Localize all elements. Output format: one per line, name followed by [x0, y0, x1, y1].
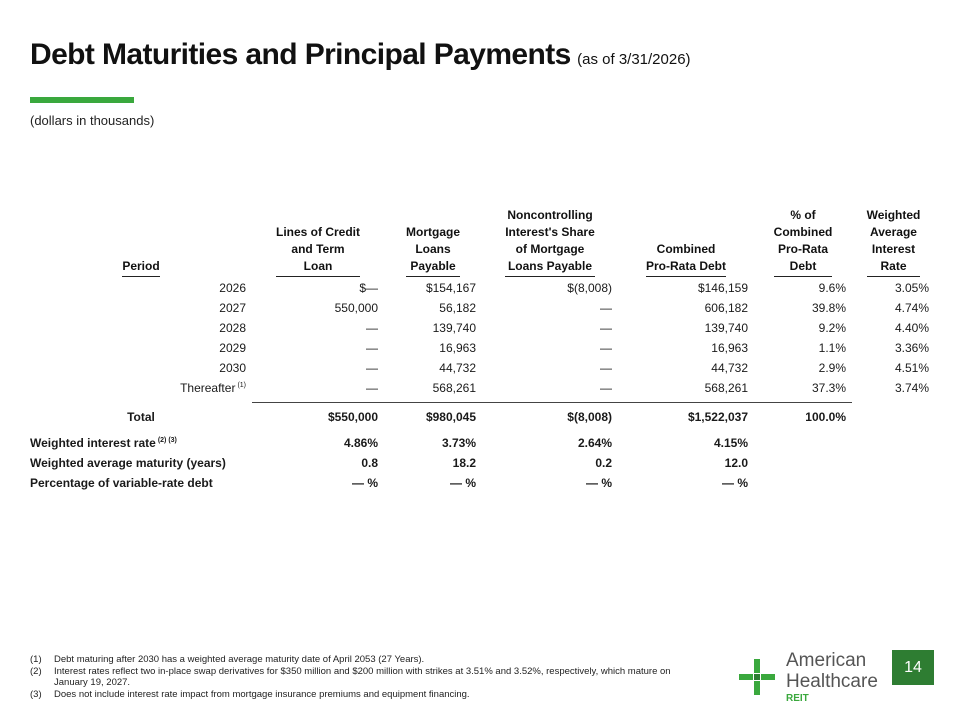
footnotes	[30, 654, 690, 700]
value-cell: —	[366, 321, 378, 335]
period-label: Thereafter	[180, 381, 236, 395]
footnote-text: Does not include interest rate impact from mortgage insurance premiums and equipment financing.	[54, 688, 470, 700]
value-cell: —	[600, 341, 612, 355]
value-cell: 3.36%	[894, 341, 929, 355]
footnote-text: Debt maturing after 2030 has a weighted average maturity date of April 2053 (27 Years).	[54, 654, 425, 665]
summary-value-cell: 2.64%	[577, 436, 612, 450]
column-header-line: Debt	[789, 259, 817, 273]
footnote-marker: (3)	[30, 688, 42, 700]
column-header-line: Weighted	[866, 208, 921, 222]
value-cell: —	[600, 301, 612, 315]
total-label: Total	[127, 409, 155, 424]
value-cell: 568,261	[432, 381, 476, 395]
column-header	[754, 207, 852, 278]
total-value-cell: $550,000	[252, 403, 384, 430]
value-cell: —	[366, 341, 378, 355]
column-header	[618, 207, 754, 278]
table-row	[30, 358, 935, 378]
total-value-cell	[852, 403, 935, 430]
period-cell	[30, 378, 252, 398]
period-cell	[30, 278, 252, 298]
debt-maturity-table	[30, 207, 935, 493]
column-header-line: Loan	[303, 259, 333, 273]
table-row	[30, 298, 935, 318]
summary-value-cell: 3.73%	[441, 436, 476, 450]
column-header-line: Pro-Rata Debt	[645, 259, 726, 273]
summary-row	[30, 453, 935, 473]
value-cell: 37.3%	[811, 381, 846, 395]
value-cell: $—	[359, 281, 378, 295]
page-title-block	[30, 38, 691, 72]
footnote-ref: (2) (3)	[157, 437, 177, 444]
column-header-line: Lines of Credit	[275, 225, 360, 239]
summary-value-cell: 18.2	[452, 456, 476, 470]
footnote-text: Interest rates reflect two in-place swap derivatives for $350 million and $200 million with strikes at 3.51% and 3.52%, respectively, which mature on January 19, 2027.	[54, 665, 671, 689]
value-cell: 4.51%	[894, 361, 929, 375]
total-value-cell: $1,522,037	[618, 403, 754, 430]
column-header-line: Rate	[880, 259, 907, 273]
column-header-line: Loans	[415, 242, 451, 256]
column-header	[852, 207, 935, 278]
summary-value-cell: 12.0	[724, 456, 748, 470]
total-value-cell: $(8,008)	[482, 403, 618, 430]
column-header	[252, 207, 384, 278]
period-cell	[30, 338, 252, 358]
summary-value-cell: 4.15%	[713, 436, 748, 450]
footnote	[30, 654, 690, 666]
value-cell: 4.74%	[894, 301, 929, 315]
table-row	[30, 318, 935, 338]
summary-row	[30, 473, 935, 493]
column-header-line: Loans Payable	[507, 259, 593, 273]
logo-line2: Healthcare	[786, 671, 878, 692]
value-cell: —	[600, 321, 612, 335]
empty-cell	[754, 473, 852, 493]
summary-label-cell	[30, 453, 252, 473]
column-header	[30, 207, 252, 278]
summary-value-cell: — %	[351, 476, 378, 490]
column-header-label	[406, 224, 460, 277]
summary-label: Weighted interest rate	[30, 436, 156, 450]
value-cell: —	[600, 381, 612, 395]
value-cell: $(8,008)	[567, 281, 612, 295]
page-title: Debt Maturities and Principal Payments	[30, 38, 571, 71]
column-header-line: Interest's Share	[505, 225, 595, 239]
units-note: (dollars in thousands)	[30, 113, 155, 128]
footnote-marker: (2)	[30, 665, 42, 677]
column-header	[384, 207, 482, 278]
value-cell: 16,963	[439, 341, 476, 355]
value-cell: 44,732	[711, 361, 748, 375]
period-label: 2028	[219, 321, 246, 335]
empty-cell	[754, 433, 852, 453]
table-row	[30, 378, 935, 398]
column-header-label	[867, 207, 921, 277]
value-cell: —	[366, 361, 378, 375]
summary-value-cell: 0.2	[595, 456, 612, 470]
table-header-row	[30, 207, 935, 278]
column-header-line: Period	[122, 259, 160, 273]
column-header-line: Combined	[773, 225, 833, 239]
summary-value-cell: — %	[721, 476, 748, 490]
column-header-line: Pro-Rata	[777, 242, 828, 256]
column-header-line: Payable	[410, 259, 456, 273]
value-cell: —	[366, 381, 378, 395]
summary-value-cell: — %	[585, 476, 612, 490]
value-cell: 9.6%	[818, 281, 846, 295]
value-cell: 1.1%	[818, 341, 846, 355]
footnote-marker: (1)	[30, 654, 42, 665]
value-cell: 56,182	[439, 301, 476, 315]
column-header-label	[646, 241, 726, 277]
column-header-line: of Mortgage	[515, 242, 585, 256]
column-header-line: and Term	[291, 242, 345, 256]
empty-cell	[754, 453, 852, 473]
value-cell: 139,740	[432, 321, 476, 335]
period-cell	[30, 358, 252, 378]
footnote-ref: (1)	[237, 382, 246, 389]
value-cell: —	[600, 361, 612, 375]
value-cell: 550,000	[334, 301, 378, 315]
logo-wordmark	[786, 650, 878, 706]
value-cell: 3.74%	[894, 381, 929, 395]
table-row	[30, 338, 935, 358]
total-value-cell: 100.0%	[754, 403, 852, 430]
total-row	[30, 403, 935, 430]
empty-cell	[852, 473, 935, 493]
summary-value-cell: — %	[449, 476, 476, 490]
value-cell: 39.8%	[811, 301, 846, 315]
column-header-label	[774, 207, 833, 277]
summary-label: Percentage of variable-rate debt	[30, 476, 213, 490]
logo-line1: American	[786, 650, 867, 671]
summary-label-cell	[30, 473, 252, 493]
column-header-line: % of	[790, 208, 816, 222]
table-row	[30, 278, 935, 298]
value-cell: $154,167	[425, 281, 476, 295]
value-cell: 139,740	[704, 321, 748, 335]
column-header-label	[122, 258, 159, 277]
column-header-line: Noncontrolling	[507, 208, 593, 222]
empty-cell	[852, 433, 935, 453]
period-label: 2029	[219, 341, 246, 355]
value-cell: 44,732	[439, 361, 476, 375]
value-cell: 2.9%	[818, 361, 846, 375]
period-label: 2030	[219, 361, 246, 375]
value-cell: 568,261	[704, 381, 748, 395]
period-cell	[30, 298, 252, 318]
value-cell: 4.40%	[894, 321, 929, 335]
column-header	[482, 207, 618, 278]
empty-cell	[852, 453, 935, 473]
table-body	[30, 278, 935, 493]
footnote	[30, 666, 690, 689]
summary-value-cell: 0.8	[361, 456, 378, 470]
summary-label-cell	[30, 433, 252, 453]
period-label: 2026	[219, 281, 246, 295]
value-cell: 16,963	[711, 341, 748, 355]
accent-bar	[30, 97, 134, 103]
period-label: 2027	[219, 301, 246, 315]
period-cell	[30, 318, 252, 338]
summary-value-cell: 4.86%	[343, 436, 378, 450]
value-cell: $146,159	[697, 281, 748, 295]
column-header-line: Combined	[656, 242, 716, 256]
total-value-cell: $980,045	[384, 403, 482, 430]
cross-logo-icon	[736, 656, 780, 700]
value-cell: 3.05%	[894, 281, 929, 295]
page-number-badge: 14	[892, 650, 934, 685]
page-subtitle: (as of 3/31/2026)	[577, 51, 691, 68]
logo-line3: REIT	[786, 693, 809, 704]
value-cell: 606,182	[704, 301, 748, 315]
value-cell: 9.2%	[818, 321, 846, 335]
column-header-label	[505, 207, 595, 277]
summary-label: Weighted average maturity (years)	[30, 456, 226, 470]
company-logo	[736, 650, 896, 708]
summary-row	[30, 433, 935, 453]
column-header-line: Average	[870, 225, 917, 239]
column-header-label	[276, 224, 360, 277]
column-header-line: Interest	[871, 242, 916, 256]
footnote	[30, 689, 690, 701]
column-header-line: Mortgage	[406, 225, 460, 239]
